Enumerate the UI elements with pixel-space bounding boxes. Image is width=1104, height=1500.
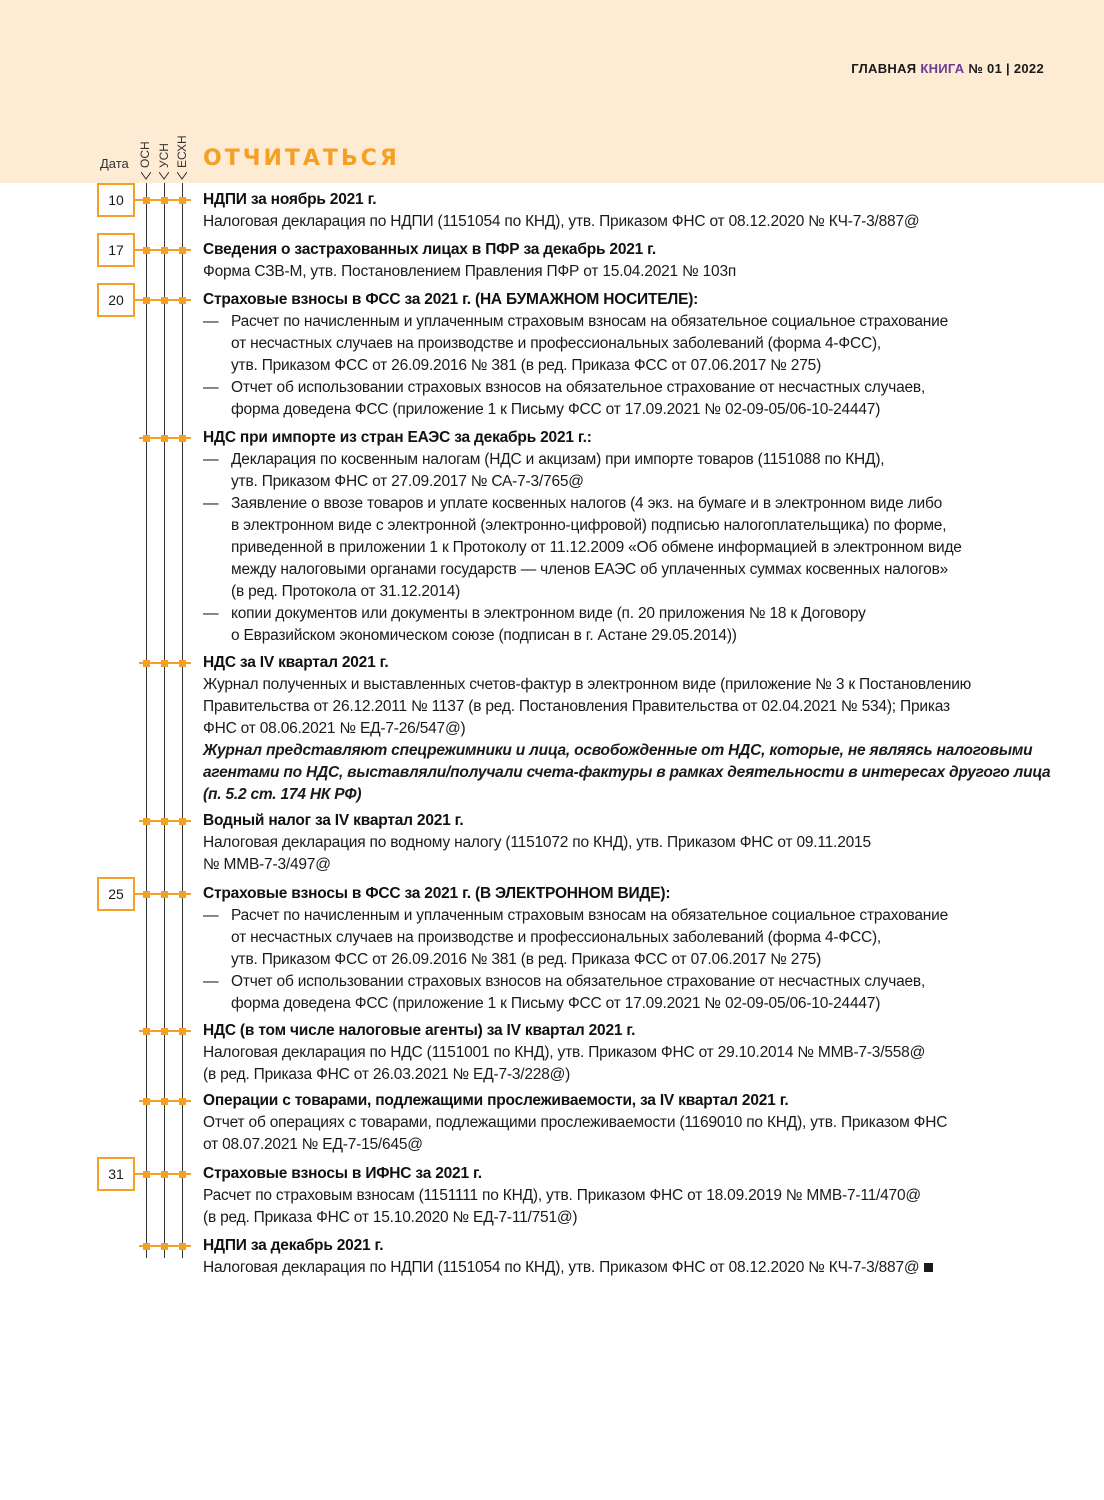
- dash-icon: —: [203, 313, 219, 330]
- entry-text: от 08.07.2021 № ЕД-7-15/645@: [203, 1136, 423, 1153]
- section-title: ОТЧИТАТЬСЯ: [203, 146, 400, 171]
- timeline-line-usn: [164, 183, 165, 1258]
- entry-text: ФНС от 08.06.2021 № ЕД-7-26/547@): [203, 720, 466, 737]
- entry-note: агентами по НДС, выставляли/получали счета-фактуры в рамках деятельности в интересах другого лица: [203, 764, 1051, 781]
- regime-marker: [179, 247, 186, 254]
- entry-text: от несчастных случаев на производстве и профессиональных заболеваний (форма 4-ФСС),: [231, 929, 882, 946]
- entry-text: (в ред. Протокола от 31.12.2014): [231, 583, 461, 600]
- date-box: 10: [97, 183, 135, 217]
- regime-marker: [161, 660, 168, 667]
- entry-text: Журнал полученных и выставленных счетов-фактур в электронном виде (приложение № 3 к Постановлению: [203, 676, 972, 693]
- regime-marker: [161, 197, 168, 204]
- timeline-line-eshn: [182, 183, 183, 1258]
- regime-marker: [179, 818, 186, 825]
- bullet-text: [231, 971, 1063, 1015]
- dash-icon: —: [203, 605, 219, 622]
- entry-title: Водный налог за IV квартал 2021 г.: [203, 812, 464, 829]
- entry-text: Форма СЗВ-М, утв. Постановлением Правления ПФР от 15.04.2021 № 103п: [203, 263, 737, 280]
- date-column-header: Дата: [100, 156, 129, 171]
- entry-title: НДС (в том числе налоговые агенты) за IV квартал 2021 г.: [203, 1022, 636, 1039]
- bullet-text: [231, 311, 1063, 377]
- regime-label-usn: УСН: [157, 143, 171, 168]
- entry-title: Операции с товарами, подлежащими прослеживаемости, за IV квартал 2021 г.: [203, 1092, 789, 1109]
- entry-title: Страховые взносы в ИФНС за 2021 г.: [203, 1165, 482, 1182]
- bullet-item: [203, 905, 1063, 971]
- entry-text: копии документов или документы в электронном виде (п. 20 приложения № 18 к Договору: [231, 605, 866, 622]
- bullet-text: [231, 377, 1063, 421]
- entry: [203, 652, 1063, 806]
- dash-icon: —: [203, 451, 219, 468]
- regime-label-eshn: ЕСХН: [175, 135, 189, 168]
- regime-marker: [143, 1171, 150, 1178]
- entry-text: Заявление о ввозе товаров и уплате косвенных налогов (4 экз. на бумаге и в электронном виде либо: [231, 495, 943, 512]
- regime-marker: [143, 1243, 150, 1250]
- regime-marker: [143, 1098, 150, 1105]
- regime-label-osn: ОСН: [138, 141, 152, 168]
- entry: [203, 810, 1063, 876]
- date-box: 17: [97, 233, 135, 267]
- regime-marker: [143, 891, 150, 898]
- entry-text: приведенной в приложении 1 к Протоколу от 11.12.2009 «Об обмене информацией в электронном виде: [231, 539, 962, 556]
- dash-icon: —: [203, 495, 219, 512]
- entry-title: НДС при импорте из стран ЕАЭС за декабрь 2021 г.:: [203, 429, 592, 446]
- entry-text: Расчет по страховым взносам (1151111 по КНД), утв. Приказом ФНС от 18.09.2019 № ММВ-7-11/470@: [203, 1187, 921, 1204]
- magazine-header: [851, 61, 1044, 76]
- entry-text: форма доведена ФСС (приложение 1 к Письму ФСС от 17.09.2021 № 02-09-05/06-10-24447): [231, 995, 881, 1012]
- bullet-text: [231, 603, 1063, 647]
- regime-marker: [161, 435, 168, 442]
- header-part-3: № 01 | 2022: [964, 61, 1044, 76]
- entry: [203, 289, 1063, 421]
- regime-marker: [179, 1243, 186, 1250]
- entry-text: (в ред. Приказа ФНС от 15.10.2020 № ЕД-7-11/751@): [203, 1209, 578, 1226]
- regime-marker: [161, 1098, 168, 1105]
- regime-marker: [161, 1171, 168, 1178]
- entry-text: Налоговая декларация по НДС (1151001 по КНД), утв. Приказом ФНС от 29.10.2014 № ММВ-7-3/558@: [203, 1044, 926, 1061]
- entry-title: НДПИ за декабрь 2021 г.: [203, 1237, 384, 1254]
- entry-title: Страховые взносы в ФСС за 2021 г. (В ЭЛЕКТРОННОМ ВИДЕ):: [203, 885, 671, 902]
- entry-text: утв. Приказом ФНС от 27.09.2017 № СА-7-3/765@: [231, 473, 584, 490]
- bullet-item: [203, 603, 1063, 647]
- bullet-item: [203, 377, 1063, 421]
- bullet-item: [203, 449, 1063, 493]
- entry-title: НДС за IV квартал 2021 г.: [203, 654, 389, 671]
- entry-title: НДПИ за ноябрь 2021 г.: [203, 191, 377, 208]
- dash-icon: —: [203, 907, 219, 924]
- regime-marker: [179, 660, 186, 667]
- chevron-down-icon: [141, 172, 151, 180]
- entry-text: утв. Приказом ФСС от 26.09.2016 № 381 (в ред. Приказа ФСС от 07.06.2017 № 275): [231, 951, 822, 968]
- dash-icon: —: [203, 973, 219, 990]
- entry-title: Страховые взносы в ФСС за 2021 г. (НА БУМАЖНОМ НОСИТЕЛЕ):: [203, 291, 699, 308]
- entry-text: утв. Приказом ФСС от 26.09.2016 № 381 (в ред. Приказа ФСС от 07.06.2017 № 275): [231, 357, 822, 374]
- chevron-down-icon: [177, 172, 187, 180]
- regime-marker: [179, 197, 186, 204]
- entry-text: Правительства от 26.12.2011 № 1137 (в ред. Постановления Правительства от 02.04.2021 № 534); Приказ: [203, 698, 950, 715]
- regime-marker: [179, 1171, 186, 1178]
- entry-text: Налоговая декларация по НДПИ (1151054 по КНД), утв. Приказом ФНС от 08.12.2020 № КЧ-7-3/887@: [203, 1257, 1063, 1279]
- entry-text: Отчет об использовании страховых взносов на обязательное страхование от несчастных случаев,: [231, 973, 926, 990]
- regime-marker: [161, 1028, 168, 1035]
- regime-marker: [179, 435, 186, 442]
- entry-text: от несчастных случаев на производстве и профессиональных заболеваний (форма 4-ФСС),: [231, 335, 882, 352]
- regime-marker: [143, 247, 150, 254]
- entry-note: Журнал представляют спецрежимники и лица, освобожденные от НДС, которые, не являясь налоговыми: [203, 742, 1033, 759]
- entry-text: № ММВ-7-3/497@: [203, 856, 331, 873]
- header-part-1: ГЛАВНАЯ: [851, 61, 921, 76]
- bullet-text: [231, 905, 1063, 971]
- regime-marker: [179, 1028, 186, 1035]
- regime-marker: [161, 297, 168, 304]
- dash-icon: —: [203, 379, 219, 396]
- end-mark-icon: [924, 1263, 933, 1272]
- entry-text: (в ред. Приказа ФНС от 26.03.2021 № ЕД-7-3/228@): [203, 1066, 571, 1083]
- entry-text: Отчет об использовании страховых взносов на обязательное страхование от несчастных случаев,: [231, 379, 926, 396]
- bullet-item: [203, 971, 1063, 1015]
- regime-marker: [179, 297, 186, 304]
- header-part-2: КНИГА: [920, 61, 965, 76]
- entry-title: Сведения о застрахованных лицах в ПФР за декабрь 2021 г.: [203, 241, 656, 258]
- regime-marker: [143, 435, 150, 442]
- entry-text: Налоговая декларация по водному налогу (1151072 по КНД), утв. Приказом ФНС от 09.11.2015: [203, 834, 871, 851]
- bullet-text: [231, 449, 1063, 493]
- entry: [203, 427, 1063, 647]
- entry: [203, 883, 1063, 1015]
- regime-marker: [143, 660, 150, 667]
- entry-text: между налоговыми органами государств — членов ЕАЭС об уплаченных суммах косвенных налогов»: [231, 561, 949, 578]
- entry-note: (п. 5.2 ст. 174 НК РФ): [203, 786, 362, 803]
- entry-text: Отчет об операциях с товарами, подлежащими прослеживаемости (1169010 по КНД), утв. Приказом ФНС: [203, 1114, 948, 1131]
- regime-marker: [179, 891, 186, 898]
- regime-marker: [161, 1243, 168, 1250]
- bullet-text: [231, 493, 1063, 603]
- timeline-line-osn: [146, 183, 147, 1258]
- chevron-down-icon: [159, 172, 169, 180]
- entry-text: Расчет по начисленным и уплаченным страховым взносам на обязательное социальное страхование: [231, 313, 949, 330]
- regime-marker: [161, 247, 168, 254]
- regime-marker: [161, 891, 168, 898]
- date-box: 25: [97, 877, 135, 911]
- entry: [203, 189, 1063, 233]
- regime-marker: [143, 297, 150, 304]
- entry-text: Декларация по косвенным налогам (НДС и акцизам) при импорте товаров (1151088 по КНД),: [231, 451, 885, 468]
- date-box: 31: [97, 1157, 135, 1191]
- bullet-item: [203, 493, 1063, 603]
- date-box: 20: [97, 283, 135, 317]
- regime-marker: [143, 1028, 150, 1035]
- regime-marker: [143, 197, 150, 204]
- entry: [203, 1090, 1063, 1156]
- entry: [203, 1163, 1063, 1229]
- bullet-item: [203, 311, 1063, 377]
- regime-marker: [143, 818, 150, 825]
- entry-text: Налоговая декларация по НДПИ (1151054 по КНД), утв. Приказом ФНС от 08.12.2020 № КЧ-7-3/887@: [203, 213, 920, 230]
- regime-marker: [179, 1098, 186, 1105]
- entry-text: форма доведена ФСС (приложение 1 к Письму ФСС от 17.09.2021 № 02-09-05/06-10-24447): [231, 401, 881, 418]
- entry: [203, 239, 1063, 283]
- entry-text: в электронном виде с электронной (электронно-цифровой) подписью налогоплательщика) по форме,: [231, 517, 947, 534]
- entry: [203, 1235, 1063, 1279]
- entry-text: о Евразийском экономическом союзе (подписан в г. Астане 29.05.2014)): [231, 627, 737, 644]
- regime-marker: [161, 818, 168, 825]
- entry-text: Расчет по начисленным и уплаченным страховым взносам на обязательное социальное страхование: [231, 907, 949, 924]
- entry: [203, 1020, 1063, 1086]
